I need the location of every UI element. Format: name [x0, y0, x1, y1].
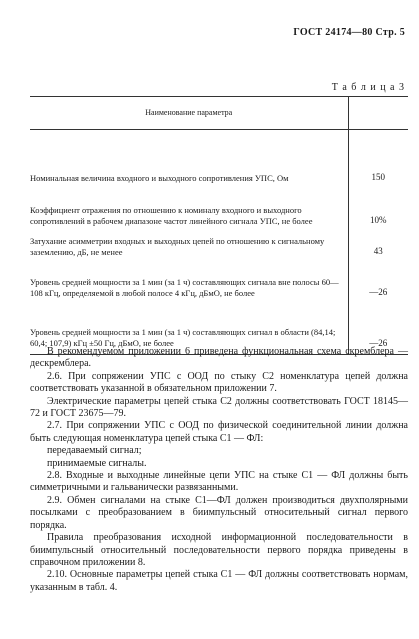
parameter-name: Уровень средней мощности за 1 мин (за 1 ч) составляющих сигнала вне полосы 60—108 кГц, определяемой в любой полосе 4 кГц, дБмО, не более	[30, 257, 348, 298]
paragraph: 2.10. Основные параметры цепей стыка С1 — ФЛ должны соответствовать нормам, указанным в табл. 4.	[30, 569, 408, 593]
paragraph: передаваемый сигнал;	[47, 445, 142, 457]
paragraph: 2.8. Входные и выходные линейные цепи УПС на стыке С1 — ФЛ должны быть симметричными и гальванически развязанными.	[30, 470, 408, 494]
paragraph: принимаемые сигналы.	[47, 457, 147, 469]
table-row	[30, 130, 408, 184]
parameter-value: 43	[373, 245, 383, 256]
table-row	[30, 257, 408, 298]
paragraph: В рекомендуемом приложении 6 приведена функциональная схема скремблера — дескремблера.	[30, 346, 408, 370]
parameter-name: Уровень средней мощности за 1 мин (за 1 ч) составляющих сигнал в области (84,14; 60,4; 107,9) кГц ±50 Гц, дБмО, не более	[30, 298, 348, 355]
paragraph: Правила преобразования исходной информационной последовательности в биимпульсный относительный последовательности первого порядка приведены в справочном приложении 8.	[30, 532, 408, 568]
parameter-value: —26	[348, 298, 408, 355]
paragraph: Электрические параметры цепей стыка С2 должны соответствовать ГОСТ 18145—72 и ГОСТ 23675—79.	[30, 395, 408, 420]
parameter-name: Коэффициент отражения по отношению к номиналу входного и выходного сопротивлений в рабочем диапазоне частот линейного сигнала УПС, не более	[30, 183, 348, 226]
table-caption: Т а б л и ц а 3	[331, 82, 405, 93]
column-header-name: Наименование параметра	[30, 97, 348, 130]
parameter-value: 150	[371, 171, 385, 182]
column-header-value	[348, 97, 408, 130]
table-row	[30, 226, 408, 257]
parameter-value: —26	[369, 286, 388, 297]
table-row	[30, 183, 408, 226]
parameter-name: Затухание асимметрии входных и выходных цепей по отношению к сигнальному заземлению, дБ, не менее	[30, 226, 348, 257]
paragraph: 2.9. Обмен сигналами на стыке С1—ФЛ должен производиться двухполярными посылками с преобразованием в биимпульсный относительный сигнал первого порядка.	[30, 494, 408, 531]
page-header: ГОСТ 24174—80 Стр. 5	[293, 27, 405, 38]
paragraph: 2.6. При сопряжении УПС с ООД по стыку С2 номенклатура цепей должна соответствовать указанной в обязательном приложении 7.	[30, 370, 408, 395]
parameter-value: 10%	[370, 214, 387, 225]
body-text	[30, 346, 408, 594]
parameter-name: Номинальная величина входного и выходного сопротивления УПС, Ом	[30, 130, 348, 184]
paragraph: 2.7. При сопряжении УПС с ООД по физической соединительной линии должна быть следующая номенклатура цепей стыка С1 — ФЛ:	[30, 420, 408, 444]
parameters-table	[30, 96, 408, 355]
table-header-row	[30, 97, 408, 130]
